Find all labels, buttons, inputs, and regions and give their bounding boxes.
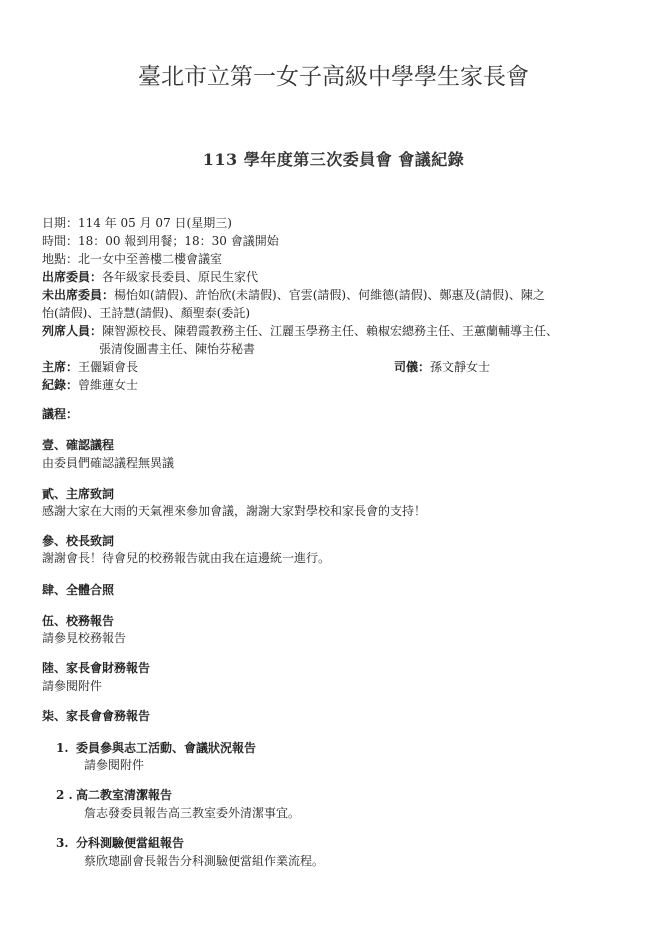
section-3-heading: 參、校長致詞 bbox=[42, 534, 115, 548]
section-5-body: 請參見校務報告 bbox=[42, 631, 127, 645]
attendees-row bbox=[42, 268, 642, 286]
absent-row bbox=[42, 286, 642, 304]
guests-value-line2: 張清俊圖書主任、陳怡芬秘書 bbox=[99, 342, 256, 356]
meeting-time: 時間：18：00 報到用餐；18：30 會議開始 bbox=[42, 234, 279, 248]
recorder-row bbox=[42, 376, 642, 394]
mc-row bbox=[394, 358, 490, 376]
chair-label: 主席： bbox=[42, 360, 79, 374]
subsection-1-number: 1. bbox=[56, 741, 69, 755]
guests-row bbox=[42, 322, 642, 340]
subsection-3-body: 蔡欣璁副會長報告分科測驗便當組作業流程。 bbox=[84, 854, 325, 868]
subsection-3-number: 3. bbox=[56, 836, 69, 850]
section-2-heading: 貳、主席致詞 bbox=[42, 487, 115, 501]
meeting-date: 日期：114 年 05 月 07 日(星期三) bbox=[42, 216, 232, 230]
section-5-heading: 伍、校務報告 bbox=[42, 614, 115, 628]
subsection-2-number: 2 . bbox=[56, 788, 73, 802]
chair-value: 王儷穎會長 bbox=[78, 360, 139, 374]
chair-row bbox=[42, 358, 642, 376]
agenda-label: 議程： bbox=[42, 407, 79, 421]
absent-value-line1: 楊怡如(請假)、許怡欣(未請假)、官雲(請假)、何維德(請假)、鄭惠及(請假)、陳之 bbox=[114, 288, 545, 302]
meeting-title: 113 學年度第三次委員會 會議紀錄 bbox=[202, 150, 465, 169]
recorder-value: 曾維蓮女士 bbox=[78, 378, 139, 392]
attendees-value: 各年級家長委員、原民生家代 bbox=[102, 270, 259, 284]
subsection-3-title: 分科測驗便當組報告 bbox=[76, 836, 185, 850]
subsection-3-heading bbox=[56, 834, 184, 851]
subsection-2-body: 詹志發委員報告高三教室委外清潔事宜。 bbox=[84, 806, 301, 820]
subsection-2-heading bbox=[56, 786, 172, 803]
attendees-label: 出席委員： bbox=[42, 270, 103, 284]
meeting-place: 地點：北一女中至善樓二樓會議室 bbox=[42, 252, 223, 266]
subsection-1-heading bbox=[56, 739, 256, 756]
guests-value-line1: 陳智源校長、陳碧霞教務主任、江麗玉學務主任、賴椒宏總務主任、王蕙蘭輔導主任、 bbox=[102, 324, 559, 338]
subsection-2-title: 高二教室清潔報告 bbox=[76, 788, 173, 802]
guests-label: 列席人員： bbox=[42, 324, 103, 338]
section-1-body: 由委員們確認議程無異議 bbox=[42, 456, 175, 470]
section-2-body: 感謝大家在大雨的天氣裡來參加會議，謝謝大家對學校和家長會的支持！ bbox=[42, 504, 427, 518]
absent-label: 未出席委員： bbox=[42, 288, 115, 302]
section-7-heading: 柒、家長會會務報告 bbox=[42, 709, 151, 723]
section-3-body: 謝謝會長！待會兒的校務報告就由我在這邊統一進行。 bbox=[42, 551, 331, 565]
section-4-heading: 肆、全體合照 bbox=[42, 583, 115, 597]
subsection-1-title: 委員參與志工活動、會議狀況報告 bbox=[76, 741, 257, 755]
section-1-heading: 壹、確認議程 bbox=[42, 438, 115, 452]
section-6-heading: 陸、家長會財務報告 bbox=[42, 661, 151, 675]
mc-label: 司儀： bbox=[394, 360, 431, 374]
absent-value-line2: 怡(請假)、王詩慧(請假)、顏聖泰(委託) bbox=[42, 306, 251, 320]
section-6-body: 請參閱附件 bbox=[42, 679, 103, 693]
subsection-1-body: 請參閱附件 bbox=[84, 758, 145, 772]
organization-title: 臺北市立第一女子高級中學學生家長會 bbox=[138, 64, 529, 90]
recorder-label: 紀錄： bbox=[42, 378, 79, 392]
mc-value: 孫文靜女士 bbox=[430, 360, 491, 374]
